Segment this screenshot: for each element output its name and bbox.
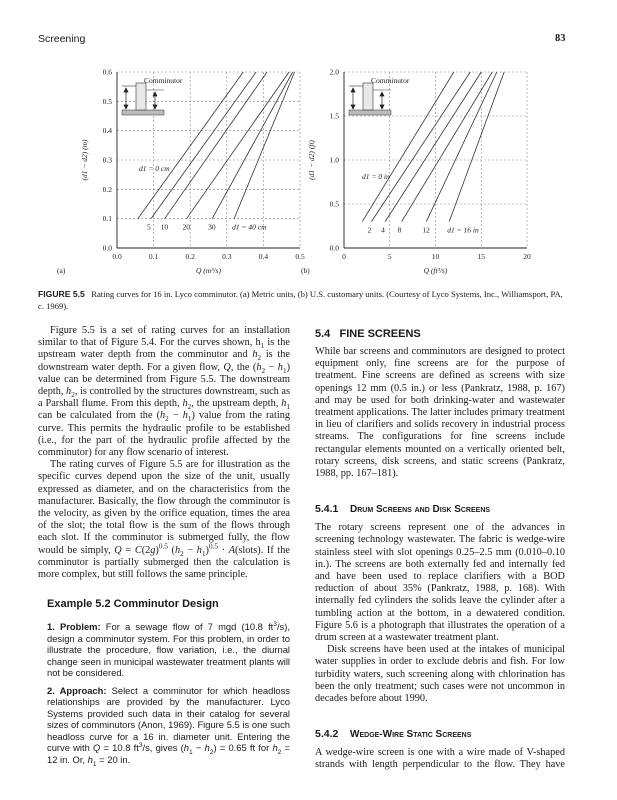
text-run: 2. Approach: (47, 684, 107, 696)
series-line-4 (385, 72, 481, 222)
text-run: h (66, 386, 72, 398)
text-run: h (182, 410, 188, 422)
x-axis-label: Q (m³/s) (196, 266, 221, 275)
x-tick-label: 0.2 (185, 252, 195, 261)
text-run: Q (223, 361, 231, 373)
text-run: ) (205, 544, 209, 556)
x-tick-label: 0.1 (148, 252, 159, 261)
text-run: ) = 0.65 ft for (213, 742, 273, 753)
text-run: 2 (71, 391, 75, 400)
series-label: 8 (397, 225, 402, 235)
series-line-12 (426, 72, 496, 222)
text-run: h (281, 398, 287, 410)
text-run: h (255, 337, 261, 349)
y-axis-label: (d1 − d2) (m) (80, 139, 89, 181)
left-column (38, 325, 290, 581)
text-run: 1 (189, 748, 193, 756)
series-label: d1 = 16 in (447, 225, 479, 235)
series-line-10 (165, 72, 267, 219)
series-line-8 (402, 72, 493, 222)
inset-label: Comminutor (371, 76, 410, 85)
x-tick-label: 15 (477, 252, 485, 261)
text-run: , the upstream depth, (191, 398, 282, 410)
text-run: Select a comminutor for which headloss relationships are provided by the manufacturer. Lyco Systems provided such data in their catalog for several sizes of comminutors (Anon, 1969). Figure 5.5 is one such headloss curve for a 16 in. diameter unit. Entering the curve with (47, 684, 290, 753)
y-tick-label: 2.0 (329, 67, 339, 77)
y-axis-label: (d1 − d2) (ft) (307, 140, 316, 180)
subsection-number: 5.4.1 (315, 503, 339, 516)
example-step (47, 685, 290, 766)
x-tick-label: 5 (387, 252, 392, 261)
text-run: 0.5 (158, 542, 168, 551)
text-run: − (265, 361, 278, 373)
panel-label: (a) (57, 266, 66, 275)
text-run: The rating curves of Figure 5.5 are for illustration as the specific curves depend upon the size of the unit, usually expressed as diameter, and on the characteristics from the manufacturer. Basically, the flow through the comminutor is the velocity, as given by the orifice equation, times the area of the slot; the total flow is the sum of the flows through each slot. If the comminutor is submerged fully, the flow would be simply, (38, 459, 290, 556)
series-line-5 (151, 72, 256, 219)
text-run: = (121, 544, 135, 556)
text-run: (slots). If the comminutor is partially submerged then the calculation is more complex, but still follows the same principle. (38, 544, 290, 581)
series-line-30 (212, 72, 293, 219)
page-number: 83 (555, 33, 566, 44)
y-tick-label: 0.0 (102, 243, 112, 253)
comminutor-block (363, 83, 373, 110)
text-run: C (134, 544, 142, 556)
x-tick-label: 0 (342, 252, 346, 261)
arrow-icon (380, 92, 384, 109)
series-label: 4 (381, 225, 385, 235)
caption-text: Rating curves for 16 in. Lyco comminutor. (a) Metric units, (b) U.S. customary units. (Courtesy of Lyco Systems, Inc., Williamsport, PA, c. 1969). (38, 289, 563, 311)
text-run: , is controlled by the structures downstream, such as a Parshall flume. From this depth, (38, 386, 290, 410)
y-tick-label: 1.5 (329, 111, 339, 121)
text-run: − (168, 410, 183, 422)
caption-label: FIGURE 5.5 (38, 289, 85, 299)
text-run: · (218, 544, 229, 556)
text-run: − (183, 544, 197, 556)
text-run: 2 (187, 403, 192, 412)
figure-5-5 (0, 55, 617, 285)
text-run: ) value can be determined from Figure 5.5. The downstream depth, (38, 361, 290, 398)
text-run: For a sewage flow of 7 mgd (10.8 ft (100, 621, 274, 632)
text-run: 1 (92, 760, 97, 768)
text-run: is the upstream water depth from the comminutor and (38, 337, 290, 361)
x-tick-label: 0.4 (258, 252, 269, 261)
ground-hatch (349, 110, 391, 115)
paragraph: The rotary screens represent one of the advances in screening technology wastewater. The fabric is wedge-wire stainless steel with slot openings 0.25–2.5 mm (0.010–0.10 in.). The screens are both externally fed and internally fed and have been used to replace clarifiers with a BOD reduction of about 35% (Pankratz, 1988, p. 168). With internally fed cylinders the solids leave the cylinder after a tumbling action at the bottom, in a dewatered condition. Figure 5.6 is a photograph that illustrates the operation of a drum screen at a wastewater treatment plant. (315, 522, 565, 644)
y-tick-label: 0.5 (329, 199, 339, 209)
text-run: 2 (277, 748, 282, 756)
text-run: = 10.8 ft (100, 742, 139, 753)
right-column (315, 328, 565, 772)
text-run: 0.5 (208, 542, 218, 551)
y-tick-label: 0.2 (102, 184, 112, 194)
text-run: 2 (209, 748, 214, 756)
example-body (47, 621, 290, 771)
text-run: /s), design a comminutor system. For this problem, in order to illustrate the procedure, flow variation, i.e., the diurnal change seen in municipal wastewater treatment plants will not be considered. (47, 621, 290, 678)
x-tick-label: 10 (431, 252, 440, 261)
subsection-heading (315, 503, 565, 515)
text-run: = 12 in. Or, (47, 742, 290, 765)
series-label: 30 (208, 222, 216, 232)
text-run: ( (167, 544, 175, 556)
text-run: 1 (286, 403, 291, 412)
x-tick-label: 20 (523, 252, 531, 261)
paragraph (38, 459, 290, 581)
x-tick-label: 0.0 (112, 252, 122, 261)
x-tick-label: 0.3 (222, 252, 232, 261)
text-run: ) (155, 544, 159, 556)
text-run: /s, gives ( (142, 742, 184, 753)
panel-label: (b) (301, 266, 310, 275)
series-label: d1 = 40 cm (232, 222, 267, 232)
chart-panel-0 (117, 72, 300, 248)
subsection-heading (315, 728, 565, 740)
inset-label: Comminutor (144, 76, 183, 85)
series-line-16 (449, 72, 504, 222)
series-line-20 (187, 72, 289, 219)
series-label: 20 (182, 222, 191, 232)
text-run: Q (114, 544, 122, 556)
text-run: Q (93, 742, 101, 753)
text-run: 3 (138, 741, 143, 749)
series-line-40 (234, 72, 294, 219)
series-line-0 (362, 72, 454, 222)
paragraph: A wedge-wire screen is one with a wire made of V-shaped strands with length perpendicular to the flow. They have (315, 747, 565, 771)
text-run: h (277, 361, 283, 373)
text-run: 1 (282, 366, 287, 375)
y-tick-label: 1.0 (329, 155, 339, 165)
y-tick-label: 0.0 (329, 243, 339, 253)
series-label: 2 (367, 225, 372, 235)
text-run: , the ( (230, 361, 257, 373)
text-run: A (228, 544, 235, 556)
comminutor-block (136, 83, 146, 110)
text-run: ) value from the rating curve. This permits the hydraulic profile to be established (i.e., for the part of the hydraulic profile affected by the comminutor) for any flow scenario of interest. (38, 410, 290, 459)
arrow-icon (351, 88, 355, 109)
section-heading (315, 328, 565, 340)
running-title: Screening (38, 33, 86, 45)
text-run: 2 (261, 366, 266, 375)
text-run: h (272, 742, 278, 753)
x-axis-label: Q (ft³/s) (423, 266, 448, 275)
text-run: h (87, 753, 93, 765)
annotation-label: d1 = 0 cm (139, 164, 170, 173)
text-run: 3 (273, 620, 277, 628)
y-tick-label: 0.5 (102, 96, 112, 106)
y-tick-label: 0.6 (102, 67, 112, 77)
y-tick-label: 0.4 (102, 126, 112, 136)
text-run: 2 (257, 354, 262, 363)
text-run: − (192, 742, 205, 753)
series-line-2 (371, 72, 470, 222)
annotation-label: d1 = 0 in (362, 172, 390, 181)
text-run: can be calculated from the ( (38, 410, 161, 422)
paragraph: Disk screens have been used at the intakes of municipal water supplies in order to exclude debris and fish. For low turbidity waters, such screening along with chlorination has been the only treatment; such cases were not uncommon in decades before about 1990. (315, 644, 565, 705)
paragraph (38, 325, 290, 459)
subsection-title: Drum Screens and Disk Screens (350, 504, 491, 516)
text-run: h (204, 742, 210, 753)
series-label: 10 (160, 222, 169, 232)
y-tick-label: 0.3 (102, 155, 112, 165)
text-run: = 20 in. (96, 753, 131, 765)
arrow-icon (124, 88, 128, 109)
text-run: h (252, 349, 258, 361)
example-step (47, 621, 290, 679)
text-run: (2 (141, 544, 151, 556)
x-tick-label: 0.5 (295, 252, 305, 261)
text-run: Figure 5.5 is a set of rating curves for an installation similar to that of Figure 5.4. For the curves shown, (38, 325, 290, 349)
text-run: 1 (201, 549, 206, 558)
text-run: 1 (187, 415, 192, 424)
text-run: 2 (165, 415, 169, 424)
series-label: 5 (147, 222, 151, 232)
series-label: 12 (422, 225, 430, 235)
subsection-title: Wedge-Wire Static Screens (350, 729, 472, 741)
text-run: g (150, 544, 156, 556)
text-run: h (196, 544, 202, 556)
text-run: 1 (260, 342, 265, 351)
ground-hatch (122, 110, 164, 115)
text-run: 2 (180, 549, 184, 558)
example-title: Example 5.2 Comminutor Design (47, 598, 219, 610)
y-tick-label: 0.1 (102, 214, 112, 224)
text-run: h (174, 544, 181, 556)
section-number: 5.4 (315, 328, 331, 340)
text-run: h (183, 742, 190, 753)
text-run: is the downstream water depth. For a given flow, (38, 349, 290, 373)
figure-caption (38, 288, 568, 312)
text-run: h (160, 410, 166, 422)
text-run: h (256, 361, 262, 373)
text-run: 1. Problem: (47, 621, 101, 632)
subsection-number: 5.4.2 (315, 728, 339, 741)
paragraph: While bar screens and comminutors are designed to protect equipment only, fine screens are for the purpose of treatment. Fine screens are defined as screens with size openings 12 mm (0.5 in.) or less (Pankratz, 1988, p. 167) and may be used for both drinking-water and wastewater treatment applications. The latter includes primary treatment in lieu of clarifiers and solids recovery in industrial process streams. The configurations for fine screens include rectangular elements mounted on a vertically oriented belt, rotary screens, disk screens, and static screens (Pankratz, 1988, pp. 167–181). (315, 346, 565, 480)
section-title: FINE SCREENS (339, 328, 421, 340)
text-run: h (182, 398, 188, 410)
chart-panel-1 (344, 72, 527, 248)
